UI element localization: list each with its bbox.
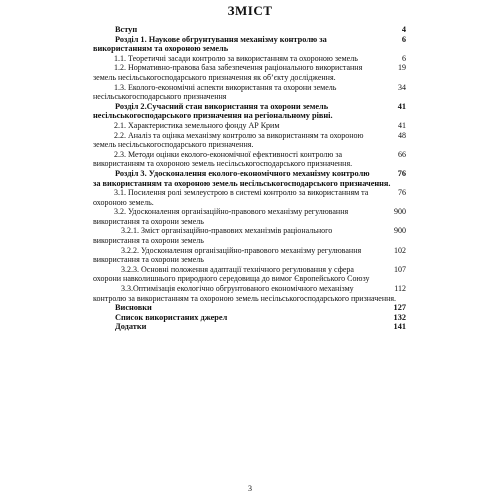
toc-entry-text: 1.3. Еколого-економічні аспекти використання та охорони земель несільськогосподарського призначення <box>93 82 337 102</box>
toc-page-number: 102 <box>364 246 406 256</box>
toc-entry-text: 2.3. Методи оцінки еколого-економічної ефективності контролю за використанням та охороною земель несільськогосподарського призначення. <box>93 149 353 169</box>
toc-page-number: 132 <box>370 313 406 323</box>
toc-entry-text: Розділ 1. Наукове обгрунтування механізму контролю за використанням та охороною земель <box>93 34 327 54</box>
toc-entry <box>93 54 406 64</box>
toc-entry-text: Висновки <box>115 303 152 313</box>
toc-page-number: 19 <box>375 63 406 73</box>
toc-entry-text: 3.2. Удосконалення організаційно-правового механізму регулювання використання та охорони земель <box>93 207 349 226</box>
toc-page-number: 107 <box>364 265 406 275</box>
toc-entry-text: Вступ <box>115 25 138 34</box>
toc-entry <box>93 188 406 207</box>
toc-page-number: 127 <box>370 303 406 313</box>
toc-entry <box>93 207 406 226</box>
toc-page-number: 6 <box>378 35 406 45</box>
toc-entry-text: 3.2.2. Удосконалення організаційно-правового механізму регулювання використання та охорони земель <box>93 245 362 265</box>
toc-page-number: 900 <box>364 226 406 236</box>
toc-entry-text: Розділ 2.Сучасний стан використання та охорони земель несільськогосподарського призначення на регіональному рівні. <box>93 101 333 121</box>
toc-entry-text: Розділ 3. Удосконалення еколого-економічного механізму контролю за використанням та охороною земель несільськогосподарського призначення. <box>93 168 391 188</box>
toc-entry-text: Додатки <box>115 322 147 332</box>
toc-entry <box>93 25 406 35</box>
toc-entry-text: 3.2.3. Основні положення адаптації технічного регулювання у сфера охорони навколишнього природного середовища до вимог Європейського Союзу <box>93 264 370 284</box>
toc-entry <box>93 313 406 323</box>
toc-entry-text: 3.3.Оптимізація екологічно обгрунтованого економічного механізму контролю за використанням та охороною земель несільськогосподарського призначення. <box>93 284 397 303</box>
toc-entry <box>93 131 406 150</box>
toc-entry <box>93 265 406 284</box>
toc-entry <box>93 102 406 121</box>
page-title: ЗМІСТ <box>227 3 273 18</box>
toc-page-number: 4 <box>378 25 406 35</box>
toc-entry-text: 3.1. Посилення ролі землеустрою в системі контролю за використанням та охороною земель. <box>93 188 369 207</box>
toc-entry <box>93 169 406 188</box>
toc-entry <box>93 63 406 82</box>
toc-entry-text: 1.2. Нормативно-правова база забезпечення раціонального використання земель несільськогосподарського призначення як об’єкту дослідження. <box>93 63 363 82</box>
page-number: 3 <box>248 484 252 493</box>
toc-page-number: 34 <box>375 83 406 93</box>
table-of-contents <box>93 25 406 332</box>
toc-page-number: 6 <box>379 54 406 64</box>
toc-entry <box>93 121 406 131</box>
toc-entry-text: 2.2. Аналіз та оцінка механізму контролю за використанням та охороною земель несільськогосподарського призначення. <box>93 130 364 150</box>
toc-entry-text: 2.1. Характеристика земельного фонду АР Крим <box>114 120 280 130</box>
toc-entry <box>93 150 406 169</box>
toc-entry <box>93 83 406 102</box>
toc-entry <box>93 35 406 54</box>
toc-page-number: 76 <box>375 188 406 198</box>
toc-page-number: 41 <box>375 121 406 131</box>
toc-page-number: 76 <box>374 169 406 179</box>
toc-page-number: 112 <box>364 284 406 294</box>
toc-page-number: 41 <box>374 102 406 112</box>
toc-entry-text: 3.2.1. Зміст організаційно-правових механізмів раціонального використання та охорони земель <box>93 226 333 246</box>
toc-entry <box>93 226 406 245</box>
toc-entry <box>93 303 406 313</box>
toc-entry <box>93 322 406 332</box>
toc-entry <box>93 284 406 303</box>
toc-page-number: 900 <box>371 207 406 217</box>
toc-entry <box>93 246 406 265</box>
toc-page-number: 66 <box>375 150 406 160</box>
toc-page-number: 48 <box>375 131 406 141</box>
toc-entry-text: Список використаних джерел <box>115 312 228 322</box>
toc-entry-text: 1.1. Теоретичні засади контролю за використанням та охороною земель <box>114 53 358 63</box>
toc-page-number: 141 <box>370 322 406 332</box>
